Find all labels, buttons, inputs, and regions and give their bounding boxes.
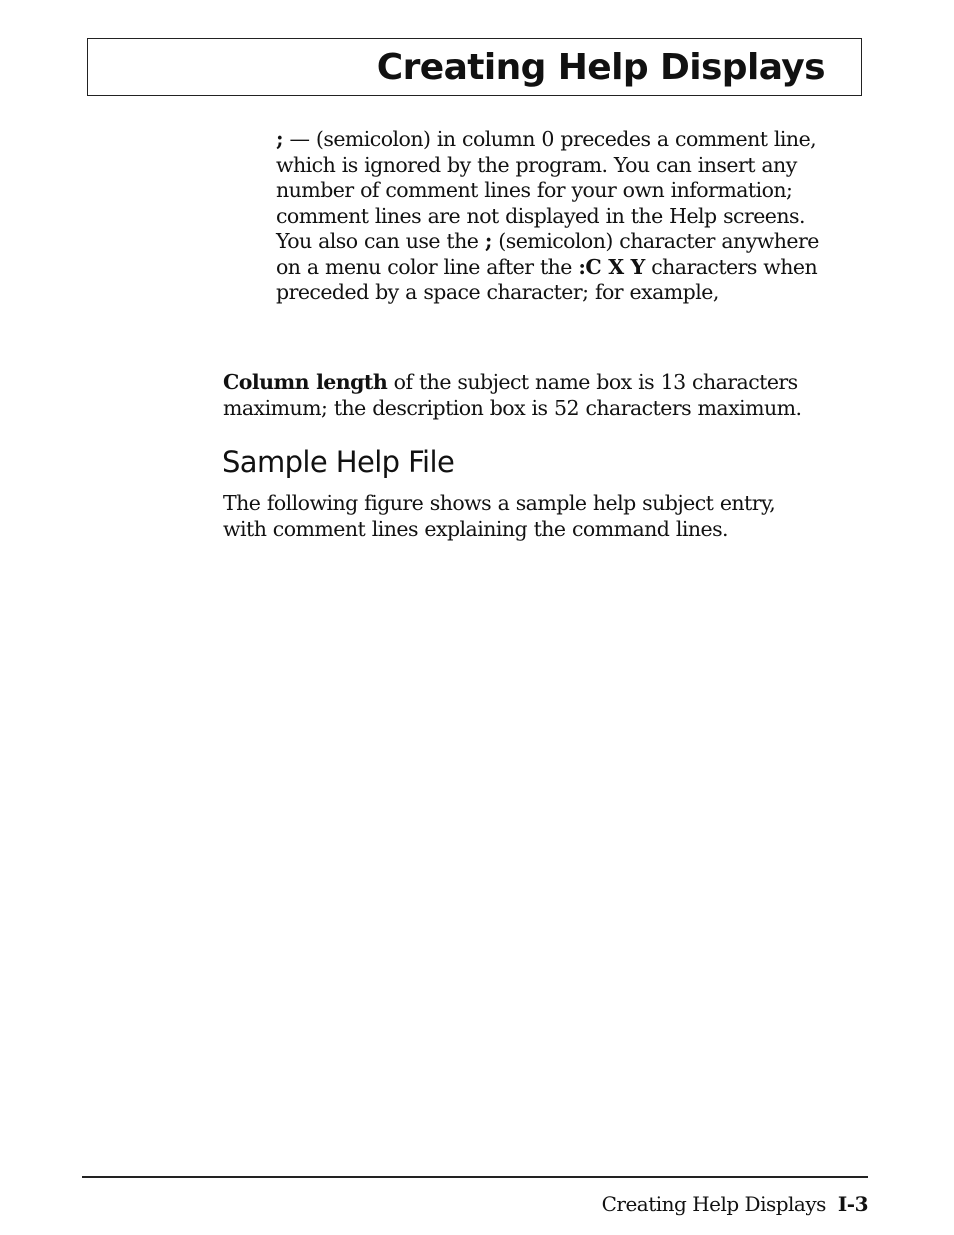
paragraph-line [276, 255, 876, 281]
text-run: comment lines are not displayed in the Help screens. [276, 203, 805, 228]
text-run: (semicolon) character anywhere [491, 229, 819, 253]
text-run: of the subject name box is 13 characters [387, 370, 798, 394]
text-run: maximum; the description box is 52 characters maximum. [223, 395, 802, 420]
paragraph-line [223, 370, 863, 396]
body-line: The following figure shows a sample help subject entry, [223, 491, 776, 515]
footer-running-title: Creating Help Displays [601, 1192, 826, 1216]
text-run: characters when [644, 254, 818, 279]
text-run: — (semicolon) in column 0 precedes a comment line, [283, 127, 817, 151]
paragraph-line [223, 396, 863, 422]
text-run: preceded by a space character; for example, [276, 280, 719, 304]
paragraph-line [276, 153, 876, 179]
bold-term: :C X Y [578, 254, 645, 279]
bold-term: Column length [223, 370, 388, 394]
text-run: number of comment lines for your own information; [276, 178, 793, 202]
chapter-title: Creating Help Displays [376, 47, 825, 88]
text-run: which is ignored by the program. You can insert any [276, 152, 797, 177]
paragraph-line [276, 127, 876, 153]
text-run: on a menu color line after the [276, 254, 579, 279]
text-run: You also can use the [276, 229, 485, 253]
column-length-paragraph [223, 370, 863, 421]
paragraph-line [276, 229, 876, 255]
paragraph-line [276, 280, 876, 306]
semicolon-definition-paragraph [276, 127, 876, 306]
chapter-title-box [87, 38, 862, 96]
body-line: with comment lines explaining the command lines. [223, 516, 729, 541]
paragraph-line [276, 178, 876, 204]
section-heading: Sample Help File [222, 445, 455, 479]
footer-rule [82, 1176, 868, 1178]
page-footer [602, 1191, 868, 1217]
paragraph-line [276, 204, 876, 230]
page-number: I-3 [837, 1192, 868, 1216]
bold-term: ; [484, 229, 492, 253]
bold-term: ; [276, 127, 284, 151]
sample-help-file-paragraph [223, 491, 863, 542]
